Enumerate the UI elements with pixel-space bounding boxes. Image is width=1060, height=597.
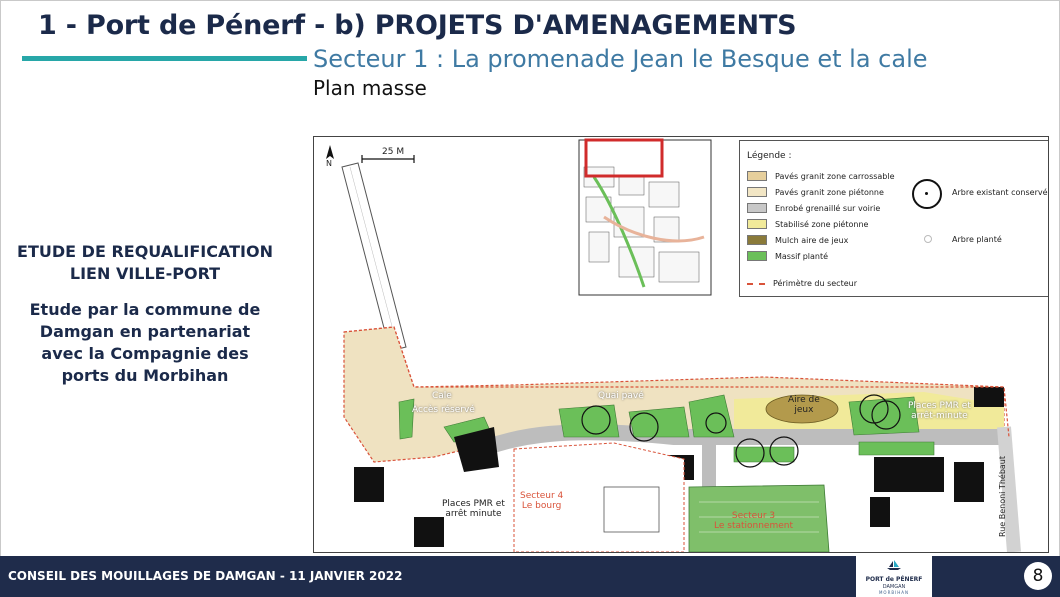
map-label-pmr-line: arrêt minute — [445, 509, 502, 519]
legend-item — [747, 279, 857, 288]
study-body-line: Damgan en partenariat — [39, 322, 251, 341]
legend-swatch — [747, 251, 767, 261]
legend-item — [747, 235, 848, 245]
study-heading-line: ETUDE DE REQUALIFICATION — [17, 242, 273, 261]
page-number-badge: 8 — [1024, 562, 1052, 590]
legend-swatch — [747, 203, 767, 213]
map-label-rue: Rue Benoni Thébaut — [998, 455, 1008, 538]
map-label-pmr-line: Places PMR et — [908, 401, 971, 411]
legend-item — [747, 171, 895, 181]
study-heading — [10, 241, 280, 285]
study-description — [10, 241, 280, 387]
map-label-acces: Accès réservé — [412, 405, 475, 415]
map-label-aire-line: jeux — [794, 405, 814, 415]
map-label-pmr-line: arrêt-minute — [911, 411, 968, 421]
site-plan-map — [313, 136, 1049, 553]
study-body-line: ports du Morbihan — [61, 366, 229, 385]
logo-sub: DAMGAN — [882, 584, 906, 590]
tree-planted-label: Arbre planté — [952, 235, 1002, 244]
legend-item — [747, 251, 828, 261]
scale-label: 25 M — [382, 147, 405, 157]
logo-name: PORT de PÉNERF — [865, 576, 923, 583]
plan-label: Plan masse — [313, 76, 427, 100]
slide-title: 1 - Port de Pénerf - b) PROJETS D'AMENAGEMENTS — [38, 10, 797, 41]
map-label-secteur4-line: Le bourg — [521, 501, 562, 511]
study-body-line: avec la Compagnie des — [41, 344, 249, 363]
legend-item-label: Massif planté — [775, 251, 829, 261]
study-heading-line: LIEN VILLE-PORT — [69, 264, 221, 283]
footer-text: CONSEIL DES MOUILLAGES DE DAMGAN - 11 JANVIER 2022 — [8, 569, 403, 583]
boat-logo-icon — [885, 560, 903, 570]
legend-item-label: Périmètre du secteur — [773, 279, 857, 288]
map-label-secteur3-line: Secteur 3 — [731, 511, 776, 521]
legend-item-label: Stabilisé zone piétonne — [775, 219, 869, 229]
study-body-line: Etude par la commune de — [29, 300, 261, 319]
map-label-secteur3 — [714, 511, 793, 531]
legend-swatch — [747, 187, 767, 197]
legend-swatch — [747, 171, 767, 181]
slide-subtitle: Secteur 1 : La promenade Jean le Besque et la cale — [313, 45, 928, 73]
tree-existing-label: Arbre existant conservé — [952, 188, 1048, 197]
perimeter-line-icon — [747, 283, 765, 285]
port-logo — [856, 556, 932, 597]
tree-existing-icon — [912, 179, 942, 209]
legend-item-label: Pavés granit zone carrossable — [775, 171, 895, 181]
study-body — [10, 299, 280, 387]
logo-sub2: MORBIHAN — [878, 590, 910, 595]
map-label-aire — [788, 395, 820, 415]
map-label-secteur4 — [520, 491, 563, 511]
footer-bar — [0, 556, 1060, 597]
legend-swatch — [747, 219, 767, 229]
legend-swatch — [747, 235, 767, 245]
north-label: N — [326, 159, 332, 168]
map-label-secteur4-line: Secteur 4 — [520, 491, 564, 501]
legend-item — [747, 187, 884, 197]
legend-item — [747, 203, 880, 213]
map-label-quai: Quai pavé — [598, 391, 644, 401]
legend-item-label: Mulch aire de jeux — [775, 235, 849, 245]
legend-title: Légende : — [747, 151, 792, 161]
map-label-pmr-right — [908, 401, 971, 421]
legend-item — [747, 219, 868, 229]
legend-item-label: Enrobé grenaillé sur voirie — [775, 203, 881, 213]
legend-item-label: Pavés granit zone piétonne — [775, 187, 884, 197]
map-label-cale: Cale — [432, 391, 452, 401]
map-label-pmr-left — [442, 499, 505, 519]
north-arrow-icon — [326, 145, 334, 159]
map-label-pmr-line: Places PMR et — [442, 499, 505, 509]
title-accent-line — [22, 56, 307, 61]
tree-planted-icon — [924, 235, 932, 243]
map-legend — [739, 140, 1049, 297]
map-label-aire-line: Aire de — [788, 395, 820, 405]
map-label-secteur3-line: Le stationnement — [714, 521, 794, 531]
